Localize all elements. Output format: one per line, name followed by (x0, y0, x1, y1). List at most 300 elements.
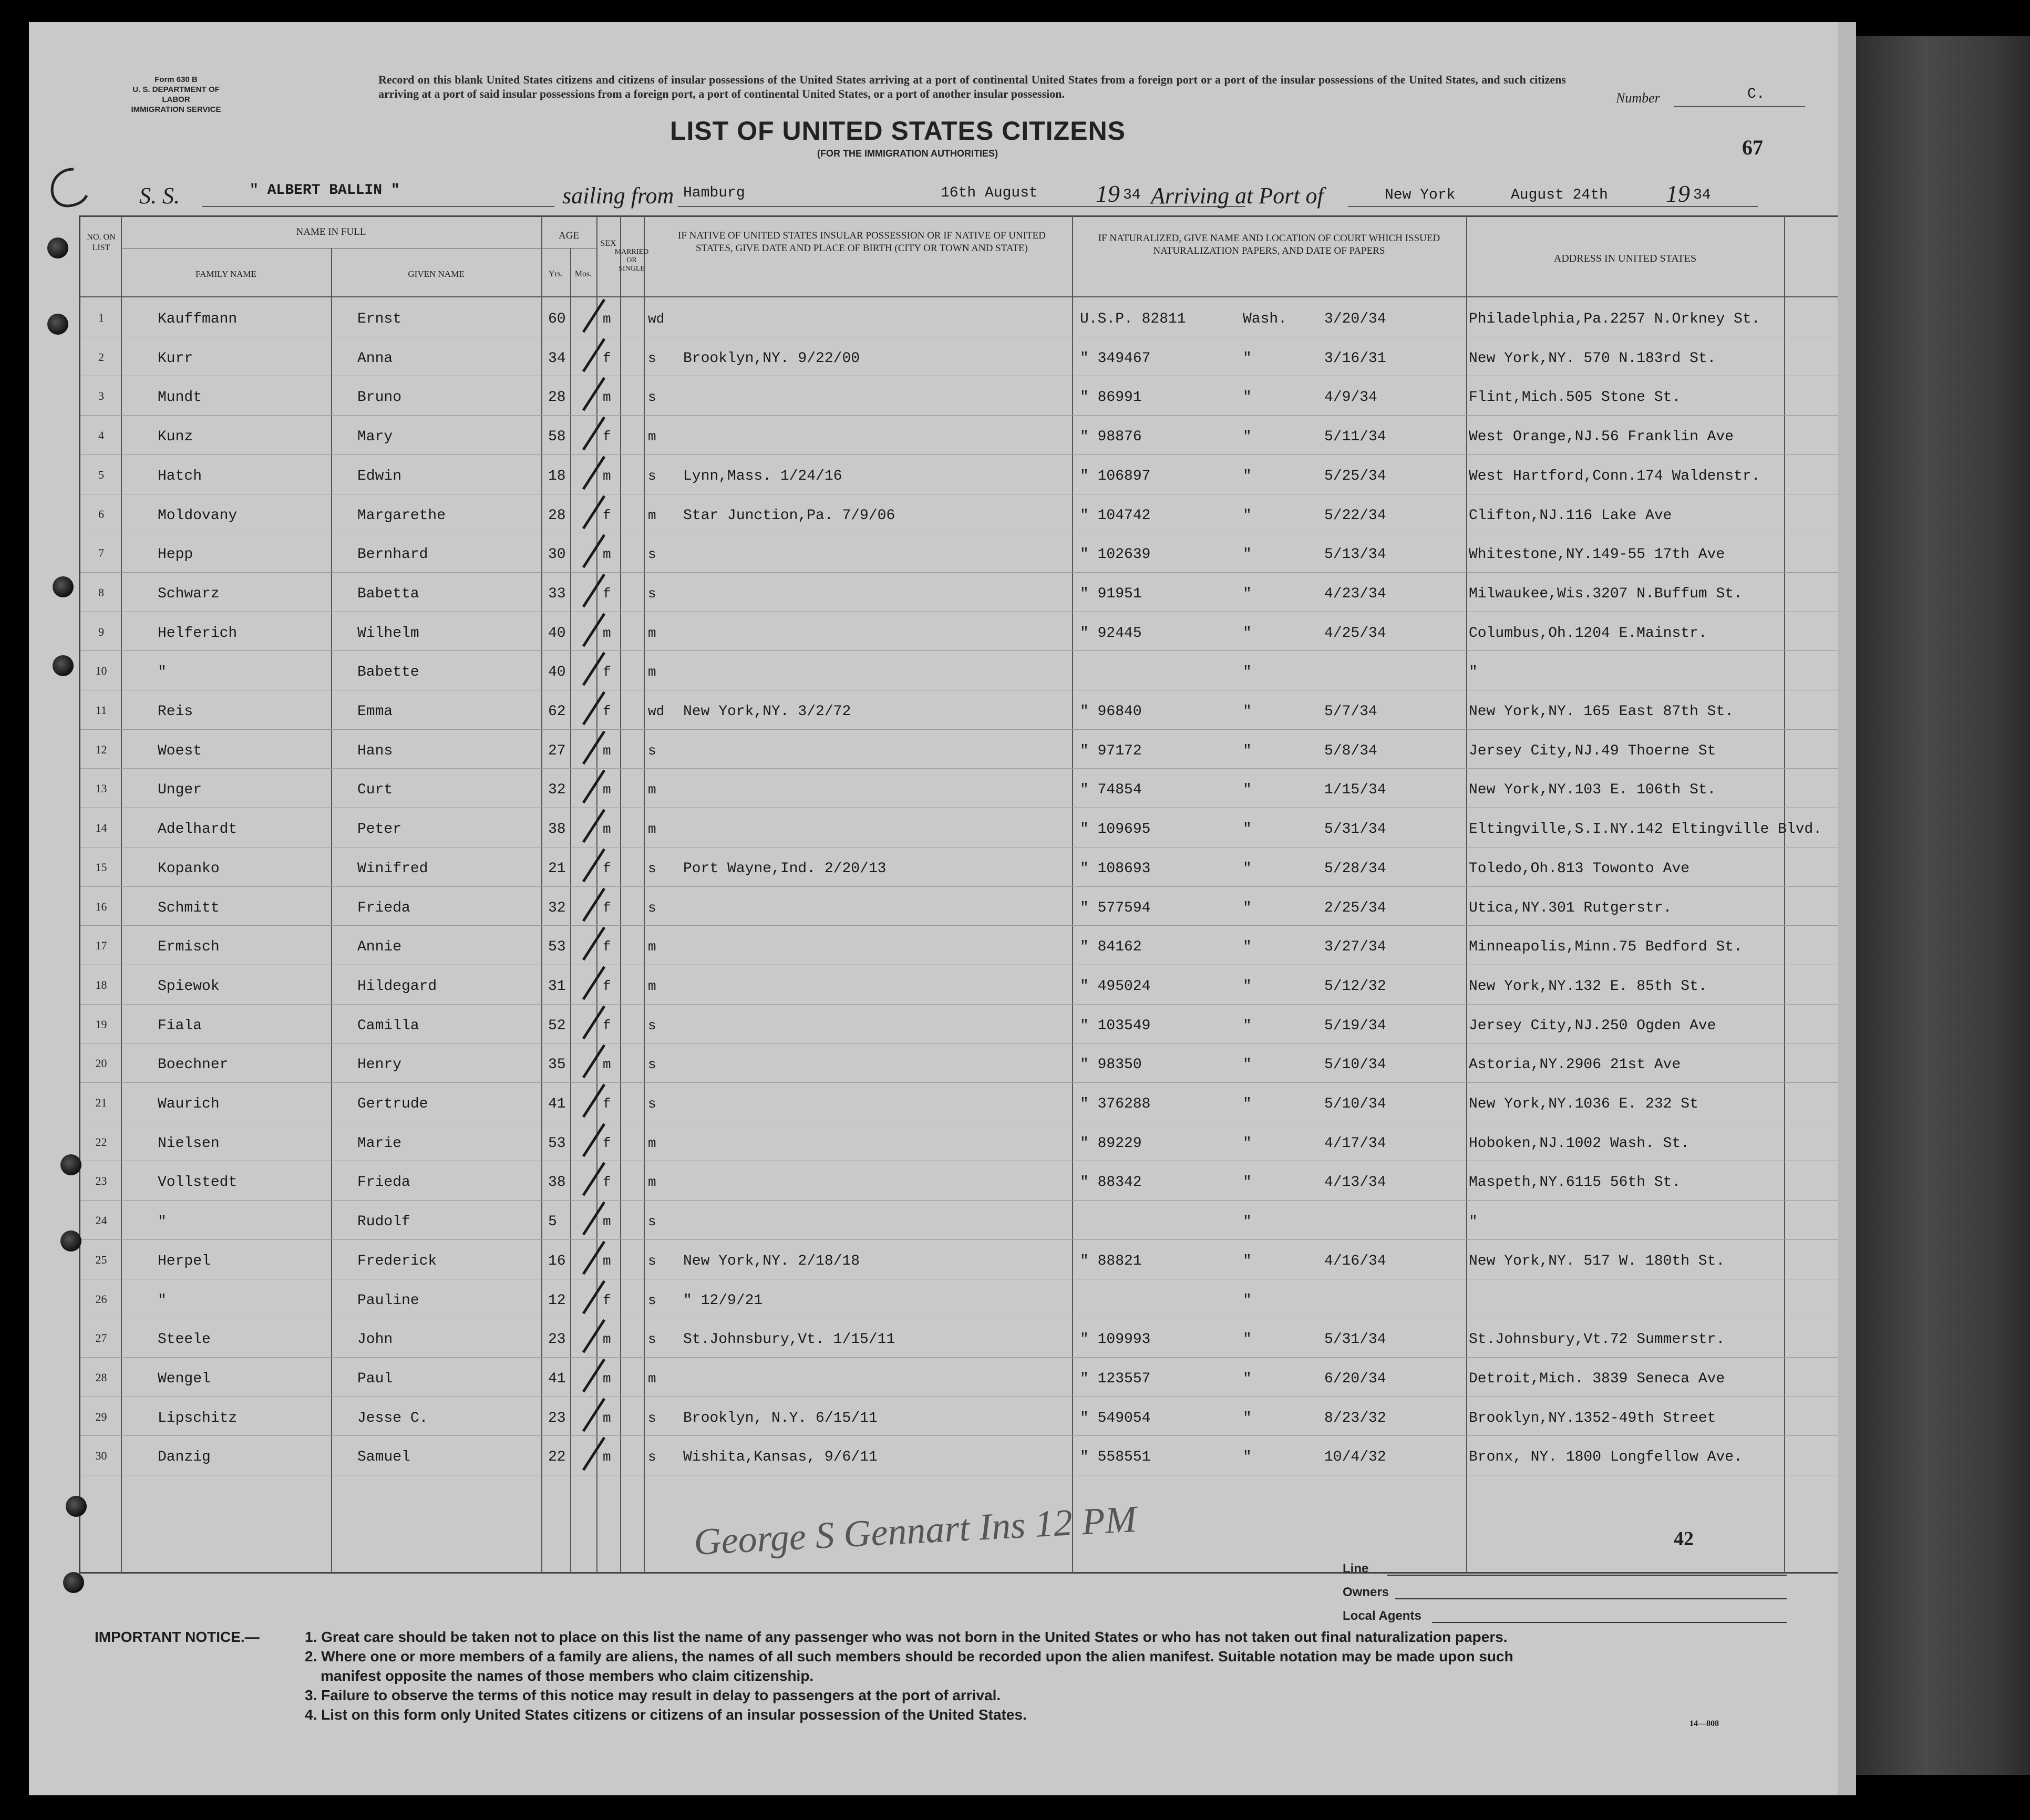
cell-address: Minneapolis,Minn.75 Bedford St. (1469, 939, 1743, 956)
cell-sex: f (603, 1135, 611, 1151)
cell-cert: " 98350 (1080, 1057, 1142, 1073)
cell-date: 5/28/34 (1324, 860, 1386, 877)
cell-sex: f (603, 664, 611, 680)
number-line (1674, 106, 1805, 107)
row-rule (80, 1004, 1838, 1005)
cell-cert: " 96840 (1080, 704, 1142, 720)
row-rule (80, 650, 1838, 651)
cell-birth: St.Johnsbury,Vt. 1/15/11 (683, 1331, 895, 1348)
cell-cert: " 349467 (1080, 350, 1151, 367)
cell-yrs: 38 (548, 821, 566, 838)
cell-given: Babette (357, 664, 419, 681)
notice-2: 2. Where one or more members of a family are aliens, the names of all such members should be recorded upon the alien manifest. Suitable notation may be made upon such (305, 1648, 1513, 1664)
cell-date: 5/10/34 (1324, 1057, 1386, 1073)
cell-family: Boechner (158, 1057, 229, 1073)
cell-cert: " 88821 (1080, 1253, 1142, 1269)
cell-no: 13 (95, 782, 107, 795)
punch-hole (47, 314, 68, 335)
cell-date: 5/13/34 (1324, 546, 1386, 563)
cell-address: Whitestone,NY.149-55 17th Ave (1469, 546, 1725, 563)
cell-ms: wd (648, 704, 665, 719)
col-line-family (331, 248, 332, 1574)
row-rule (80, 454, 1838, 455)
cell-court: " (1243, 1174, 1252, 1191)
cell-ms: s (648, 1449, 656, 1465)
cell-date: 2/25/34 (1324, 899, 1386, 916)
cell-court: " (1243, 1096, 1252, 1112)
cell-address: Eltingville,S.I.NY.142 Eltingville Blvd. (1469, 821, 1822, 838)
cell-given: Frieda (357, 1174, 410, 1191)
cell-given: Curt (357, 782, 393, 799)
cell-sex: f (603, 1096, 611, 1112)
cell-ms: m (648, 782, 656, 798)
cell-court: " (1243, 782, 1252, 799)
cell-given: Bernhard (357, 546, 428, 563)
cell-given: Babetta (357, 585, 419, 602)
cell-ms: s (648, 1057, 656, 1073)
ship-line (202, 206, 554, 207)
cell-ms: s (648, 1253, 656, 1269)
cell-address: Hoboken,NJ.1002 Wash. St. (1469, 1135, 1690, 1152)
cell-given: Wilhelm (357, 625, 419, 642)
name-age-subrule (121, 248, 596, 249)
cell-court: " (1243, 1292, 1252, 1309)
cell-given: Pauline (357, 1292, 419, 1309)
cell-no: 22 (95, 1135, 107, 1149)
cell-court: " (1243, 429, 1252, 446)
cell-no: 30 (95, 1449, 107, 1463)
cell-cert: " 103549 (1080, 1017, 1151, 1034)
cell-given: Hans (357, 742, 393, 759)
cell-family: Kurr (158, 350, 193, 367)
cell-ms: m (648, 1174, 656, 1191)
cell-birth: Brooklyn, N.Y. 6/15/11 (683, 1410, 878, 1426)
page-subtitle: (FOR THE IMMIGRATION AUTHORITIES) (817, 148, 998, 159)
col-line-native (1072, 215, 1073, 1574)
cell-given: Annie (357, 939, 402, 956)
inspector-signature: George S Gennart Ins 12 PM (693, 1497, 1138, 1564)
cell-cert: " 88342 (1080, 1174, 1142, 1191)
cell-court: Wash. (1243, 311, 1287, 327)
cell-court: " (1243, 1253, 1252, 1269)
cell-given: Rudolf (357, 1214, 410, 1230)
cell-given: Hildegard (357, 978, 437, 995)
cell-family: Helferich (158, 625, 238, 642)
cell-court: " (1243, 742, 1252, 759)
cell-yrs: 52 (548, 1017, 566, 1034)
cell-ms: s (648, 585, 656, 602)
cell-yrs: 38 (548, 1174, 566, 1191)
cell-court: " (1243, 1449, 1252, 1466)
cell-family: Lipschitz (158, 1410, 238, 1426)
cell-given: Edwin (357, 468, 402, 484)
arrival-year-prefix: 19 (1666, 180, 1690, 207)
cell-sex: m (603, 1214, 611, 1230)
cell-date: 5/19/34 (1324, 1017, 1386, 1034)
cell-address: Philadelphia,Pa.2257 N.Orkney St. (1469, 311, 1760, 327)
cell-address: Maspeth,NY.6115 56th St. (1469, 1174, 1681, 1191)
cell-ms: m (648, 429, 656, 445)
cell-family: Nielsen (158, 1135, 220, 1152)
col-line-yrs (570, 248, 571, 1574)
table-bottom-border (79, 1572, 1838, 1574)
cell-address: Columbus,Oh.1204 E.Mainstr. (1469, 625, 1707, 642)
cell-date: 4/17/34 (1324, 1135, 1386, 1152)
cell-family: Schwarz (158, 585, 220, 602)
punch-hole (63, 1572, 84, 1593)
cell-given: Emma (357, 704, 393, 720)
col-head-married: MARRIED OR SINGLE (614, 248, 649, 273)
cell-address: New York,NY.132 E. 85th St. (1469, 978, 1707, 995)
cell-family: Danzig (158, 1449, 211, 1466)
handwritten-c-mark (37, 159, 89, 216)
cell-court: " (1243, 860, 1252, 877)
cell-no: 17 (95, 939, 107, 953)
cell-sex: f (603, 350, 611, 366)
cell-court: " (1243, 1331, 1252, 1348)
cell-given: Mary (357, 429, 393, 446)
cell-given: Jesse C. (357, 1410, 428, 1426)
col-head-naturalized: IF NATURALIZED, GIVE NAME AND LOCATION OF COURT WHICH ISSUED NATURALIZATION PAPERS, AND DATE OF PAPERS (1098, 233, 1440, 256)
col-head-address: ADDRESS IN UNITED STATES (1553, 253, 1697, 264)
col-line-address (1784, 215, 1785, 1574)
arrival-port: New York (1385, 187, 1456, 203)
cell-ms: s (648, 1017, 656, 1033)
cell-no: 8 (98, 585, 104, 599)
cell-given: Frieda (357, 899, 410, 916)
cell-no: 15 (95, 860, 107, 874)
cell-ms: s (648, 350, 656, 366)
cell-court: " (1243, 664, 1252, 681)
cell-family: Schmitt (158, 899, 220, 916)
cell-yrs: 28 (548, 389, 566, 406)
row-rule (80, 768, 1838, 769)
cell-yrs: 40 (548, 664, 566, 681)
cell-sex: m (603, 782, 611, 798)
cell-yrs: 41 (548, 1370, 566, 1387)
cell-yrs: 16 (548, 1253, 566, 1269)
cell-family: " (158, 1292, 167, 1309)
cell-no: 3 (98, 389, 104, 403)
ship-name: " ALBERT BALLIN " (250, 182, 400, 199)
cell-cert: " 86991 (1080, 389, 1142, 406)
cell-yrs: 40 (548, 625, 566, 642)
cell-date: 4/16/34 (1324, 1253, 1386, 1269)
cell-ms: m (648, 978, 656, 994)
row-rule (80, 1082, 1838, 1083)
cell-date: 4/23/34 (1324, 585, 1386, 602)
cell-cert: " 74854 (1080, 782, 1142, 799)
col-head-native: IF NATIVE OF UNITED STATES INSULAR POSSESSION OR IF NATIVE OF UNITED STATES, GIVE DATE AND PLACE OF BIRTH (CITY OR TOWN AND STATE) (678, 230, 1046, 254)
cell-ms: m (648, 821, 656, 837)
cell-birth: Port Wayne,Ind. 2/20/13 (683, 860, 887, 877)
cell-family: Moldovany (158, 507, 238, 524)
cell-family: Kopanko (158, 860, 220, 877)
col-head-yrs: Yrs. (548, 270, 563, 278)
cell-court: " (1243, 978, 1252, 995)
cell-sex: m (603, 1057, 611, 1073)
cell-sex: m (603, 389, 611, 406)
book-binding (1856, 36, 2030, 1775)
cell-no: 10 (95, 664, 107, 678)
cell-sex: f (603, 899, 611, 916)
cell-address: New York,NY. 165 East 87th St. (1469, 704, 1734, 720)
cell-address: Clifton,NJ.116 Lake Ave (1469, 507, 1672, 524)
cell-yrs: 31 (548, 978, 566, 995)
cell-birth: Lynn,Mass. 1/24/16 (683, 468, 842, 484)
cell-ms: s (648, 1214, 656, 1230)
cell-date: 5/31/34 (1324, 821, 1386, 838)
cell-date: 3/27/34 (1324, 939, 1386, 956)
row-rule (80, 572, 1838, 573)
cell-address: " (1469, 664, 1478, 681)
cell-no: 11 (95, 704, 107, 717)
cell-given: Samuel (357, 1449, 410, 1466)
cell-no: 14 (95, 821, 107, 835)
cell-cert: " 89229 (1080, 1135, 1142, 1152)
cell-date: 8/23/32 (1324, 1410, 1386, 1426)
cell-cert: " 109695 (1080, 821, 1151, 838)
cell-no: 20 (95, 1057, 107, 1070)
cell-address: Utica,NY.301 Rutgerstr. (1469, 899, 1672, 916)
form-id-block (123, 75, 229, 115)
cell-cert: " 376288 (1080, 1096, 1151, 1112)
notice-4: 4. List on this form only United States citizens or citizens of an insular possession of the United States. (305, 1707, 1027, 1723)
cell-cert: " 106897 (1080, 468, 1151, 484)
col-head-mos: Mos. (574, 270, 592, 278)
cell-ms: s (648, 1331, 656, 1348)
header-bottom-border (79, 296, 1838, 297)
cell-no: 23 (95, 1174, 107, 1188)
cell-no: 9 (98, 625, 104, 638)
cell-address: New York,NY. 570 N.183rd St. (1469, 350, 1716, 367)
cell-birth: Wishita,Kansas, 9/6/11 (683, 1449, 878, 1466)
cell-cert: " 104742 (1080, 507, 1151, 524)
cell-sex: f (603, 1017, 611, 1033)
cell-court: " (1243, 821, 1252, 838)
cell-yrs: 35 (548, 1057, 566, 1073)
cell-address: St.Johnsbury,Vt.72 Summerstr. (1469, 1331, 1725, 1348)
cell-birth: Star Junction,Pa. 7/9/06 (683, 507, 895, 524)
cell-family: Unger (158, 782, 202, 799)
cell-date: 5/31/34 (1324, 1331, 1386, 1348)
cell-no: 5 (98, 468, 104, 481)
cell-sex: m (603, 742, 611, 759)
notice-1: 1. Great care should be taken not to place on this list the name of any passenger who was not born in the United States or who has not taken out final naturalization papers. (305, 1629, 1508, 1645)
cell-family: Kunz (158, 429, 193, 446)
cell-given: Frederick (357, 1253, 437, 1269)
department: U. S. DEPARTMENT OF LABOR (132, 85, 220, 104)
row-rule (80, 1357, 1838, 1358)
punch-hole (53, 655, 74, 676)
form-number: Form 630 B (154, 75, 198, 84)
cell-family: Woest (158, 742, 202, 759)
cell-date: 10/4/32 (1324, 1449, 1386, 1466)
table-top-border (79, 215, 1838, 217)
ss-label: S. S. (139, 183, 180, 209)
cell-date: 5/25/34 (1324, 468, 1386, 484)
cell-cert: " 97172 (1080, 742, 1142, 759)
cell-cert: " 108693 (1080, 860, 1151, 877)
cell-ms: s (648, 742, 656, 759)
cell-ms: s (648, 546, 656, 563)
notice-title: IMPORTANT NOTICE.— (95, 1629, 260, 1645)
cell-family: Steele (158, 1331, 211, 1348)
row-rule (80, 415, 1838, 416)
cell-sex: m (603, 311, 611, 327)
stamp-number: 42 (1674, 1528, 1694, 1550)
row-rule (80, 925, 1838, 926)
page-number: 67 (1742, 136, 1763, 159)
col-line-given (541, 215, 542, 1574)
cell-family: Kauffmann (158, 311, 238, 327)
cell-family: " (158, 1214, 167, 1230)
row-rule (80, 729, 1838, 730)
cell-date: 5/7/34 (1324, 704, 1377, 720)
check-mark-icon (578, 1433, 610, 1481)
punch-hole (53, 576, 74, 597)
cell-yrs: 23 (548, 1410, 566, 1426)
cell-ms: m (648, 507, 656, 523)
cell-address: Astoria,NY.2906 21st Ave (1469, 1057, 1681, 1073)
form-code: 14—808 (1689, 1719, 1719, 1728)
cell-sex: f (603, 860, 611, 876)
cell-date: 5/22/34 (1324, 507, 1386, 524)
cell-given: Henry (357, 1057, 402, 1073)
row-rule (80, 1435, 1838, 1436)
col-head-no: NO. ON LIST (87, 233, 116, 252)
col-head-family: FAMILY NAME (195, 269, 256, 279)
cell-sex: m (603, 546, 611, 563)
cell-birth: " 12/9/21 (683, 1292, 763, 1309)
punch-hole (47, 237, 68, 258)
cell-sex: m (603, 1253, 611, 1269)
cell-family: Wengel (158, 1370, 211, 1387)
cell-given: Marie (357, 1135, 402, 1152)
line-label: Line (1343, 1562, 1369, 1576)
cell-given: Anna (357, 350, 393, 367)
cell-family: Mundt (158, 389, 202, 406)
cell-sex: f (603, 1174, 611, 1191)
cell-court: " (1243, 468, 1252, 484)
cell-yrs: 62 (548, 704, 566, 720)
cell-cert: " 109993 (1080, 1331, 1151, 1348)
cell-no: 27 (95, 1331, 107, 1345)
cell-ms: s (648, 1292, 656, 1308)
cell-ms: m (648, 664, 656, 680)
cell-yrs: 28 (548, 507, 566, 524)
arriving-label: Arriving at Port of (1151, 183, 1324, 209)
cell-cert: " 495024 (1080, 978, 1151, 995)
cell-ms: m (648, 625, 656, 641)
cell-yrs: 32 (548, 782, 566, 799)
cell-sex: m (603, 1370, 611, 1387)
cell-sex: f (603, 704, 611, 719)
cell-yrs: 53 (548, 939, 566, 956)
cell-sex: m (603, 625, 611, 641)
cell-yrs: 34 (548, 350, 566, 367)
cell-family: Fiala (158, 1017, 202, 1034)
cell-yrs: 23 (548, 1331, 566, 1348)
cell-date: 5/10/34 (1324, 1096, 1386, 1112)
owners-label: Owners (1343, 1585, 1389, 1599)
from-port: Hamburg (683, 185, 745, 201)
cell-birth: New York,NY. 2/18/18 (683, 1253, 860, 1269)
cell-no: 29 (95, 1410, 107, 1423)
cell-yrs: 22 (548, 1449, 566, 1466)
arrival-year: 34 (1693, 187, 1711, 203)
cell-address: Brooklyn,NY.1352-49th Street (1469, 1410, 1716, 1426)
cell-cert: " 123557 (1080, 1370, 1151, 1387)
cell-family: Waurich (158, 1096, 220, 1112)
cell-given: Paul (357, 1370, 393, 1387)
cell-address: Toledo,Oh.813 Towonto Ave (1469, 860, 1690, 877)
owners-field (1395, 1598, 1787, 1599)
cell-date: 4/9/34 (1324, 389, 1377, 406)
cell-no: 2 (98, 350, 104, 364)
cell-date: 5/11/34 (1324, 429, 1386, 446)
cell-date: 4/25/34 (1324, 625, 1386, 642)
col-head-given: GIVEN NAME (408, 269, 465, 279)
cell-yrs: 32 (548, 899, 566, 916)
cell-given: Bruno (357, 389, 402, 406)
cell-sex: m (603, 1331, 611, 1348)
cell-birth: Brooklyn,NY. 9/22/00 (683, 350, 860, 367)
cell-ms: s (648, 1410, 656, 1426)
col-line-sex (620, 215, 621, 1574)
cell-sex: f (603, 939, 611, 955)
cell-cert: " 102639 (1080, 546, 1151, 563)
cell-family: " (158, 664, 167, 681)
cell-sex: m (603, 821, 611, 837)
col-head-age: AGE (558, 230, 580, 241)
cell-court: " (1243, 704, 1252, 720)
page-title: LIST OF UNITED STATES CITIZENS (670, 116, 1126, 146)
cell-date: 4/13/34 (1324, 1174, 1386, 1191)
cell-sex: f (603, 1292, 611, 1308)
cell-court: " (1243, 939, 1252, 956)
cell-date: 5/8/34 (1324, 742, 1377, 759)
cell-address: New York,NY.1036 E. 232 St (1469, 1096, 1698, 1112)
col-head-sex: SEX (600, 239, 616, 248)
depart-date: 16th August (941, 185, 1038, 201)
cell-date: 1/15/34 (1324, 782, 1386, 799)
cell-address: Jersey City,NJ.250 Ogden Ave (1469, 1017, 1716, 1034)
cell-family: Adelhardt (158, 821, 238, 838)
row-rule (80, 886, 1838, 887)
cell-no: 19 (95, 1017, 107, 1031)
row-rule (80, 1239, 1838, 1240)
cell-no: 25 (95, 1253, 107, 1266)
cell-address: New York,NY. 517 W. 180th St. (1469, 1253, 1725, 1269)
number-label: Number (1616, 90, 1660, 106)
cell-yrs: 53 (548, 1135, 566, 1152)
punch-hole (66, 1496, 87, 1517)
col-head-name: NAME IN FULL (296, 226, 366, 237)
cell-address: West Hartford,Conn.174 Waldenstr. (1469, 468, 1760, 484)
cell-date: 5/12/32 (1324, 978, 1386, 995)
table-left-border (79, 215, 80, 1574)
cell-no: 21 (95, 1096, 107, 1109)
depart-year: 34 (1123, 187, 1141, 203)
cell-no: 7 (98, 546, 104, 560)
cell-sex: f (603, 978, 611, 994)
cell-given: Ernst (357, 311, 402, 327)
cell-ms: s (648, 389, 656, 406)
cell-no: 26 (95, 1292, 107, 1306)
cell-cert: " 98876 (1080, 429, 1142, 446)
cell-court: " (1243, 585, 1252, 602)
